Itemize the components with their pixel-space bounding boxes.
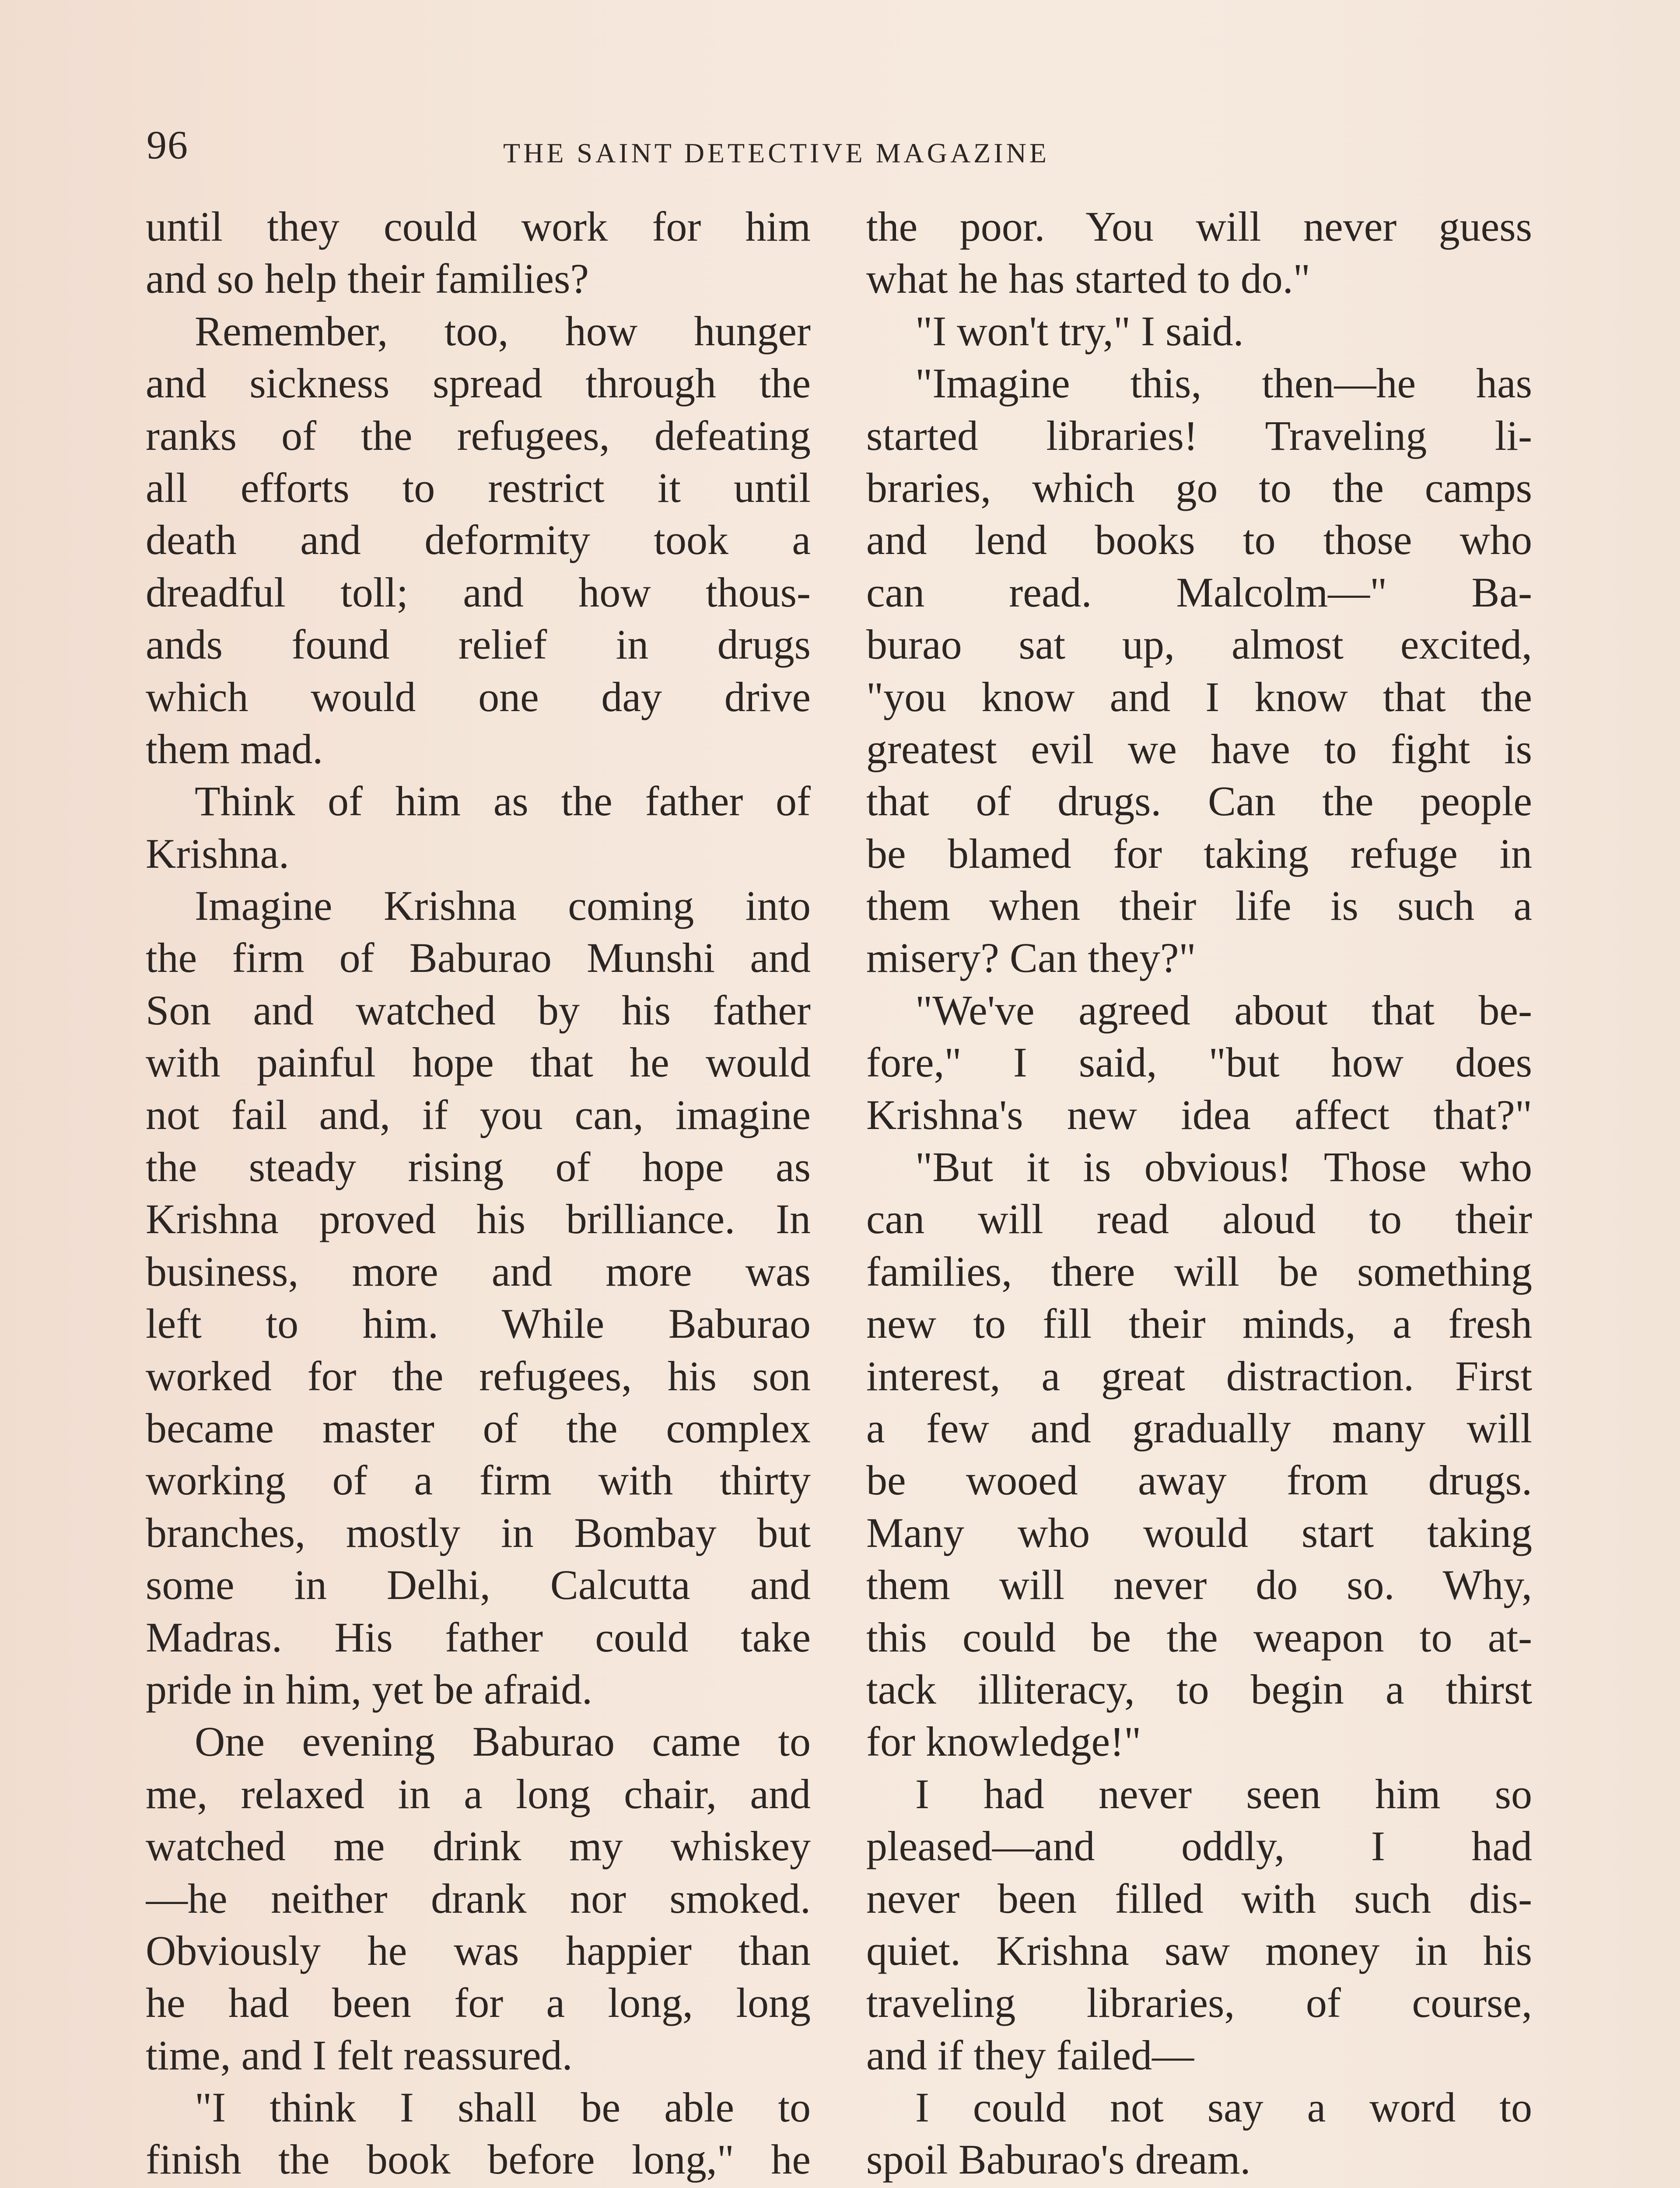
text-line: death and deformity took a: [146, 516, 811, 564]
text-line: "you know and I know that the: [866, 673, 1532, 720]
text-line: what he has started to do.": [866, 255, 1310, 302]
right-column: [866, 200, 1532, 2188]
text-line: which would one day drive: [146, 673, 811, 720]
text-line: greatest evil we have to fight is: [866, 725, 1532, 772]
text-line: the firm of Baburao Munshi and: [146, 934, 811, 982]
text-line: Krishna.: [146, 830, 289, 877]
page-number: 96: [147, 123, 189, 167]
text-line: Remember, too, how hunger: [195, 307, 811, 354]
text-line: them will never do so. Why,: [866, 1561, 1532, 1609]
text-line: "But it is obvious! Those who: [915, 1143, 1532, 1191]
text-line: "I won't try," I said.: [915, 307, 1244, 354]
text-line: Madras. His father could take: [146, 1613, 811, 1661]
text-line: for knowledge!": [866, 1718, 1141, 1765]
text-line: Krishna proved his brilliance. In: [146, 1196, 811, 1243]
text-line: the steady rising of hope as: [146, 1143, 811, 1191]
text-line: "We've agreed about that be-: [915, 986, 1532, 1034]
text-line: braries, which go to the camps: [866, 464, 1532, 511]
text-line: some in Delhi, Calcutta and: [146, 1561, 811, 1609]
text-line: this could be the weapon to at-: [866, 1613, 1532, 1661]
text-line: [146, 2186, 811, 2188]
text-line: the poor. You will never guess: [866, 203, 1532, 250]
text-line: families, there will be something: [866, 1248, 1532, 1295]
text-line: them when their life is such a: [866, 882, 1532, 929]
text-line: not fail and, if you can, imagine: [146, 1091, 811, 1138]
text-line: all efforts to restrict it until: [146, 464, 811, 511]
text-line: that of drugs. Can the people: [866, 778, 1532, 825]
text-line: [866, 2186, 1532, 2188]
text-line: branches, mostly in Bombay but: [146, 1509, 811, 1556]
text-line: Krishna's new idea affect that?": [866, 1091, 1532, 1138]
text-line: until they could work for him: [146, 203, 811, 250]
text-line: burao sat up, almost excited,: [866, 621, 1532, 668]
text-line: working of a firm with thirty: [146, 1457, 811, 1504]
text-line: finish the book before long," he: [146, 2136, 811, 2183]
text-line: fore," I said, "but how does: [866, 1039, 1532, 1086]
text-line: me, relaxed in a long chair, and: [146, 1770, 811, 1817]
text-line: watched me drink my whiskey: [146, 1823, 811, 1870]
text-line: business, more and more was: [146, 1248, 811, 1295]
text-line: a few and gradually many will: [866, 1404, 1532, 1452]
text-line: and so help their families?: [146, 255, 589, 302]
text-line: never been filled with such dis-: [866, 1875, 1532, 1922]
text-line: be wooed away from drugs.: [866, 1457, 1532, 1504]
text-line: Son and watched by his father: [146, 986, 811, 1034]
text-line: pleased—and oddly, I had: [866, 1823, 1532, 1870]
text-line: dreadful toll; and how thous-: [146, 568, 811, 616]
text-line: "Imagine this, then—he has: [915, 360, 1532, 407]
text-line: Many who would start taking: [866, 1509, 1532, 1556]
text-line: left to him. While Baburao: [146, 1300, 811, 1347]
text-line: —he neither drank nor smoked.: [146, 1875, 811, 1922]
text-line: them mad.: [146, 725, 323, 772]
text-line: with painful hope that he would: [146, 1039, 811, 1086]
text-line: "I think I shall be able to: [195, 2084, 811, 2131]
text-line: quiet. Krishna saw money in his: [866, 1927, 1532, 1974]
text-line: new to fill their minds, a fresh: [866, 1300, 1532, 1347]
text-line: became master of the complex: [146, 1404, 811, 1452]
text-line: I could not say a word to: [915, 2084, 1532, 2131]
text-line: interest, a great distraction. First: [866, 1352, 1532, 1399]
text-line: I had never seen him so: [915, 1770, 1532, 1817]
text-line: and sickness spread through the: [146, 360, 811, 407]
text-line: tack illiteracy, to begin a thirst: [866, 1666, 1532, 1713]
text-line: Imagine Krishna coming into: [195, 882, 811, 929]
text-line: misery? Can they?": [866, 934, 1196, 982]
text-line: traveling libraries, of course,: [866, 1979, 1532, 2027]
left-column: [146, 200, 811, 2188]
text-line: and lend books to those who: [866, 516, 1532, 564]
text-line: and if they failed—: [866, 2031, 1194, 2079]
text-line: he had been for a long, long: [146, 1979, 811, 2027]
text-line: spoil Baburao's dream.: [866, 2136, 1251, 2183]
text-line: started libraries! Traveling li-: [866, 412, 1532, 459]
text-line: ranks of the refugees, defeating: [146, 412, 811, 459]
text-line: can will read aloud to their: [866, 1196, 1532, 1243]
text-line: pride in him, yet be afraid.: [146, 1666, 592, 1713]
running-head: THE SAINT DETECTIVE MAGAZINE: [503, 137, 1050, 168]
text-line: One evening Baburao came to: [195, 1718, 811, 1765]
text-line: Think of him as the father of: [195, 778, 811, 825]
text-line: Obviously he was happier than: [146, 1927, 811, 1974]
text-line: ands found relief in drugs: [146, 621, 811, 668]
text-line: time, and I felt reassured.: [146, 2031, 573, 2079]
text-line: worked for the refugees, his son: [146, 1352, 811, 1399]
text-line: can read. Malcolm—" Ba-: [866, 568, 1532, 616]
text-line: be blamed for taking refuge in: [866, 830, 1532, 877]
